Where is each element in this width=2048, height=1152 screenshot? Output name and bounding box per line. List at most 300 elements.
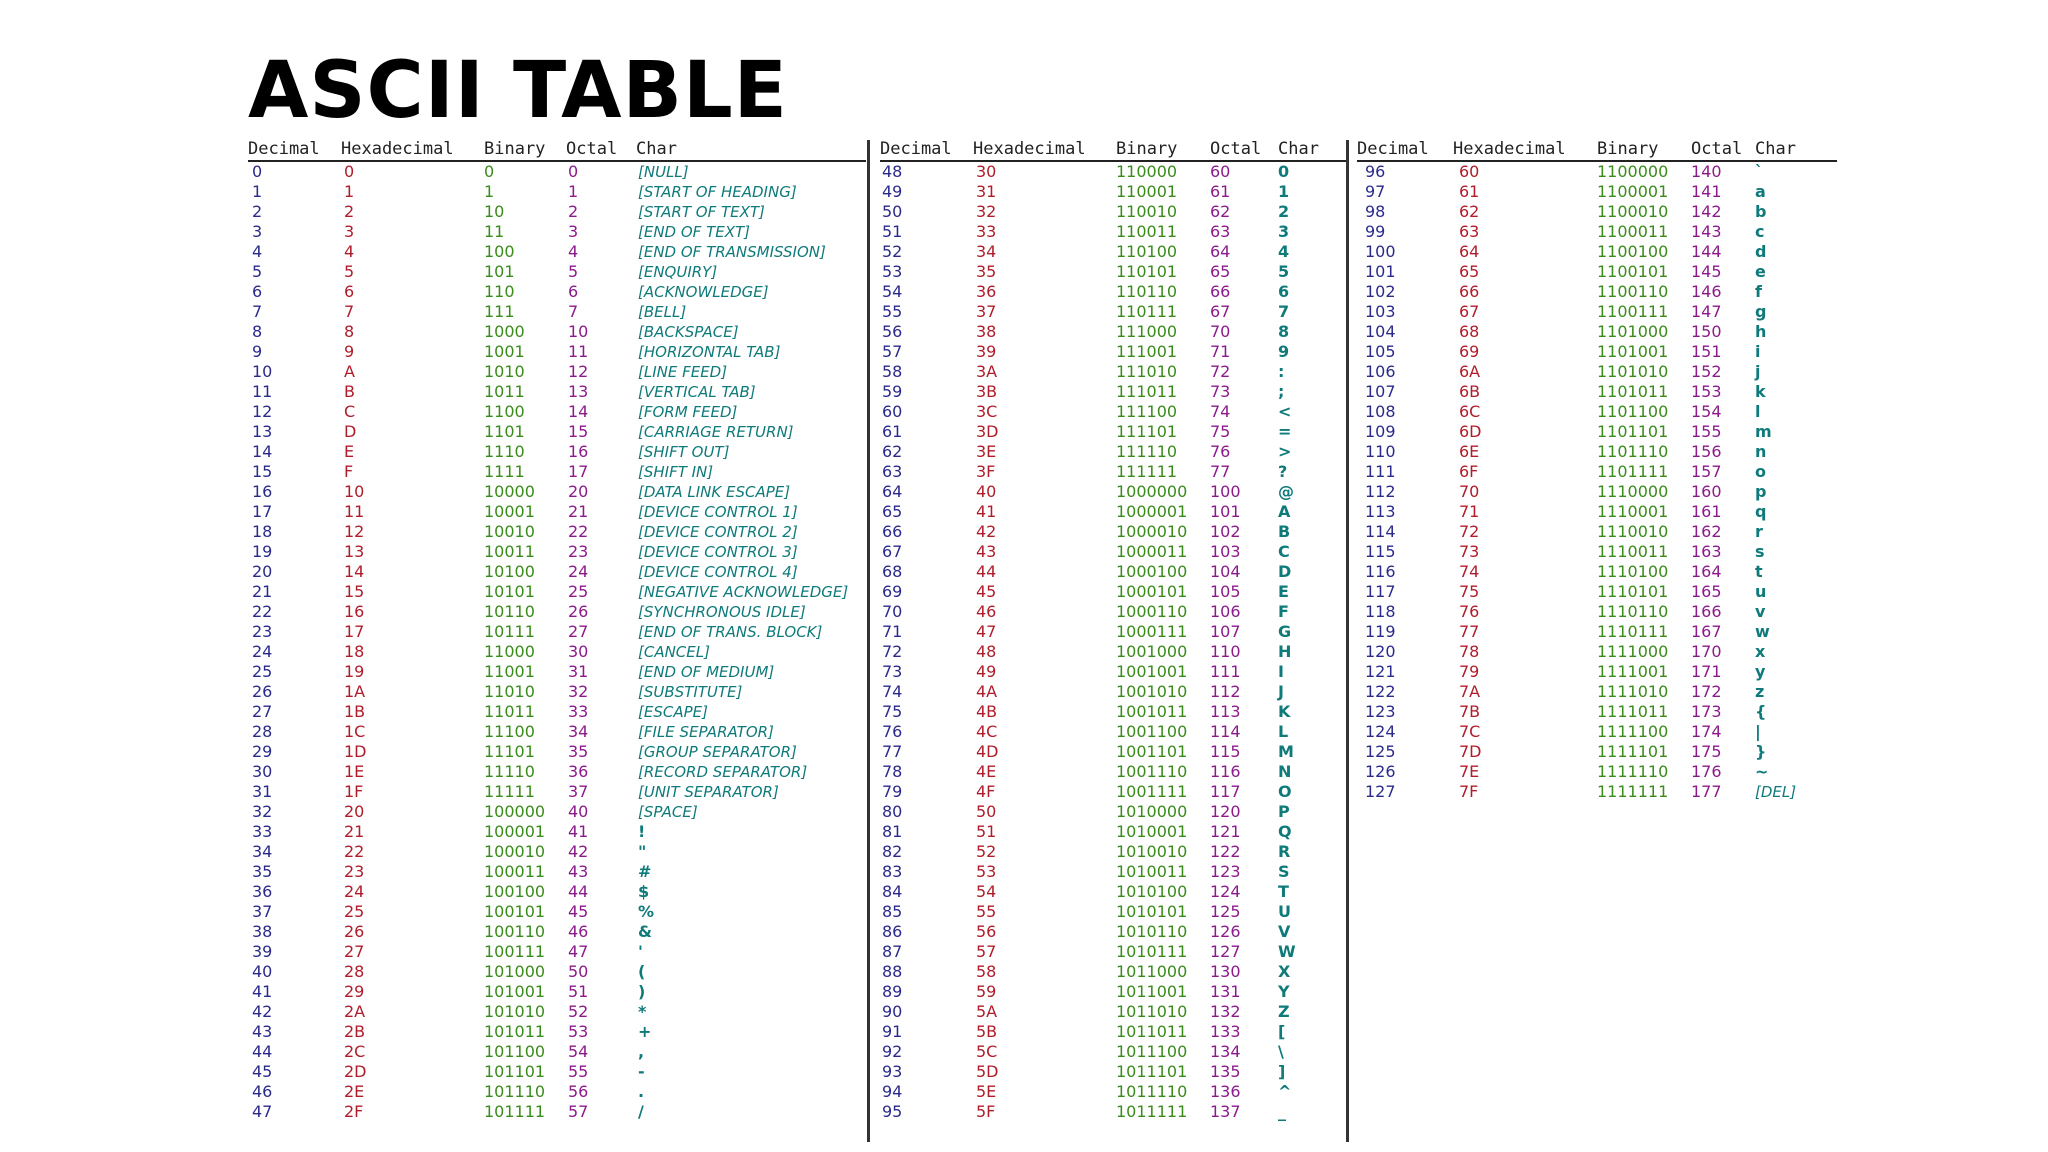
hexadecimal-cell: 65: [1459, 262, 1480, 281]
hexadecimal-cell: 22: [344, 842, 365, 861]
octal-cell: 177: [1691, 782, 1722, 801]
octal-cell: 57: [568, 1102, 589, 1121]
table-row: [248, 402, 866, 422]
table-row: [1357, 742, 1837, 762]
binary-cell: 1101: [484, 422, 525, 441]
header-decimal: Decimal: [880, 139, 952, 159]
decimal-cell: 70: [882, 602, 903, 621]
char-cell: 0: [1278, 162, 1290, 181]
octal-cell: 61: [1210, 182, 1231, 201]
char-cell: [SYNCHRONOUS IDLE]: [638, 603, 806, 621]
decimal-cell: 43: [252, 1022, 273, 1041]
decimal-cell: 114: [1365, 522, 1396, 541]
decimal-cell: 5: [252, 262, 263, 281]
table-row: [1357, 602, 1837, 622]
decimal-cell: 123: [1365, 702, 1396, 721]
decimal-cell: 117: [1365, 582, 1396, 601]
hexadecimal-cell: 6B: [1459, 382, 1481, 401]
hexadecimal-cell: 7A: [1459, 682, 1481, 701]
char-cell: $: [638, 882, 650, 901]
table-row: [248, 682, 866, 702]
octal-cell: 75: [1210, 422, 1231, 441]
binary-cell: 1101000: [1597, 322, 1669, 341]
char-cell: >: [1278, 442, 1292, 461]
decimal-cell: 25: [252, 662, 273, 681]
binary-cell: 100100: [484, 882, 546, 901]
table-row: [880, 1002, 1348, 1022]
char-cell: A: [1278, 502, 1291, 521]
table-rows: [1357, 162, 1837, 802]
hexadecimal-cell: 41: [976, 502, 997, 521]
decimal-cell: 87: [882, 942, 903, 961]
octal-cell: 53: [568, 1022, 589, 1041]
char-cell: E: [1278, 582, 1289, 601]
table-row: [1357, 702, 1837, 722]
hexadecimal-cell: 3E: [976, 442, 997, 461]
octal-cell: 21: [568, 502, 589, 521]
octal-cell: 54: [568, 1042, 589, 1061]
binary-cell: 1010010: [1116, 842, 1188, 861]
hexadecimal-cell: 19: [344, 662, 365, 681]
char-cell: R: [1278, 842, 1291, 861]
hexadecimal-cell: 4A: [976, 682, 998, 701]
char-cell: [DEL]: [1755, 783, 1797, 801]
binary-cell: 1010100: [1116, 882, 1188, 901]
decimal-cell: 119: [1365, 622, 1396, 641]
hexadecimal-cell: 70: [1459, 482, 1480, 501]
binary-cell: 100101: [484, 902, 546, 921]
hexadecimal-cell: 1A: [344, 682, 366, 701]
char-cell: [FILE SEPARATOR]: [638, 723, 774, 741]
hexadecimal-cell: 59: [976, 982, 997, 1001]
table-row: [248, 462, 866, 482]
hexadecimal-cell: 6F: [1459, 462, 1479, 481]
decimal-cell: 52: [882, 242, 903, 261]
binary-cell: 1110110: [1597, 602, 1669, 621]
char-cell: `: [1755, 162, 1763, 181]
header-char: Char: [1755, 139, 1796, 159]
binary-cell: 111110: [1116, 442, 1178, 461]
table-row: [880, 882, 1348, 902]
decimal-cell: 30: [252, 762, 273, 781]
table-row: [880, 162, 1348, 182]
binary-cell: 11011: [484, 702, 535, 721]
binary-cell: 1010000: [1116, 802, 1188, 821]
hexadecimal-cell: 75: [1459, 582, 1480, 601]
octal-cell: 122: [1210, 842, 1241, 861]
binary-cell: 101000: [484, 962, 546, 981]
octal-cell: 123: [1210, 862, 1241, 881]
char-cell: Y: [1278, 982, 1290, 1001]
binary-cell: 1100100: [1597, 242, 1669, 261]
binary-cell: 1111010: [1597, 682, 1669, 701]
hexadecimal-cell: 68: [1459, 322, 1480, 341]
char-cell: ~: [1755, 762, 1769, 781]
decimal-cell: 40: [252, 962, 273, 981]
char-cell: 8: [1278, 322, 1290, 341]
char-cell: 9: [1278, 342, 1290, 361]
octal-cell: 77: [1210, 462, 1231, 481]
table-row: [880, 282, 1348, 302]
char-cell: C: [1278, 542, 1290, 561]
binary-cell: 100111: [484, 942, 546, 961]
hexadecimal-cell: 1F: [344, 782, 364, 801]
octal-cell: 114: [1210, 722, 1241, 741]
char-cell: I: [1278, 662, 1284, 681]
table-row: [248, 222, 866, 242]
octal-cell: 50: [568, 962, 589, 981]
table-row: [1357, 182, 1837, 202]
table-row: [248, 542, 866, 562]
octal-cell: 104: [1210, 562, 1241, 581]
octal-cell: 101: [1210, 502, 1241, 521]
octal-cell: 44: [568, 882, 589, 901]
table-row: [248, 202, 866, 222]
table-row: [880, 662, 1348, 682]
table-row: [880, 562, 1348, 582]
ascii-table-column-3: [1357, 138, 1837, 802]
hexadecimal-cell: 1D: [344, 742, 367, 761]
hexadecimal-cell: 43: [976, 542, 997, 561]
octal-cell: 115: [1210, 742, 1241, 761]
hexadecimal-cell: 2C: [344, 1042, 366, 1061]
hexadecimal-cell: 15: [344, 582, 365, 601]
table-row: [248, 302, 866, 322]
decimal-cell: 101: [1365, 262, 1396, 281]
decimal-cell: 13: [252, 422, 273, 441]
binary-cell: 1011101: [1116, 1062, 1188, 1081]
binary-cell: 1001111: [1116, 782, 1188, 801]
octal-cell: 157: [1691, 462, 1722, 481]
decimal-cell: 16: [252, 482, 273, 501]
decimal-cell: 63: [882, 462, 903, 481]
char-cell: <: [1278, 402, 1292, 421]
decimal-cell: 18: [252, 522, 273, 541]
decimal-cell: 113: [1365, 502, 1396, 521]
hexadecimal-cell: 0: [344, 162, 355, 181]
table-row: [880, 782, 1348, 802]
decimal-cell: 12: [252, 402, 273, 421]
hexadecimal-cell: 55: [976, 902, 997, 921]
char-cell: r: [1755, 522, 1763, 541]
table-row: [248, 362, 866, 382]
char-cell: [: [1278, 1022, 1286, 1041]
decimal-cell: 20: [252, 562, 273, 581]
hexadecimal-cell: 7: [344, 302, 355, 321]
hexadecimal-cell: 51: [976, 822, 997, 841]
binary-cell: 10101: [484, 582, 535, 601]
octal-cell: 121: [1210, 822, 1241, 841]
octal-cell: 56: [568, 1082, 589, 1101]
char-cell: \: [1278, 1042, 1284, 1061]
hexadecimal-cell: 31: [976, 182, 997, 201]
octal-cell: 1: [568, 182, 579, 201]
octal-cell: 60: [1210, 162, 1231, 181]
char-cell: o: [1755, 462, 1766, 481]
char-cell: [END OF TEXT]: [638, 223, 751, 241]
binary-cell: 10111: [484, 622, 535, 641]
decimal-cell: 21: [252, 582, 273, 601]
binary-cell: 1100101: [1597, 262, 1669, 281]
octal-cell: 175: [1691, 742, 1722, 761]
octal-cell: 100: [1210, 482, 1241, 501]
char-cell: ^: [1278, 1082, 1292, 1101]
hexadecimal-cell: 7B: [1459, 702, 1481, 721]
octal-cell: 12: [568, 362, 589, 381]
hexadecimal-cell: 63: [1459, 222, 1480, 241]
hexadecimal-cell: 71: [1459, 502, 1480, 521]
octal-cell: 102: [1210, 522, 1241, 541]
char-cell: %: [638, 902, 655, 921]
table-row: [248, 1102, 866, 1122]
decimal-cell: 0: [252, 162, 263, 181]
hexadecimal-cell: 3C: [976, 402, 998, 421]
char-cell: ;: [1278, 382, 1285, 401]
binary-cell: 110101: [1116, 262, 1178, 281]
table-row: [248, 882, 866, 902]
decimal-cell: 72: [882, 642, 903, 661]
binary-cell: 1100111: [1597, 302, 1669, 321]
table-row: [880, 1022, 1348, 1042]
octal-cell: 51: [568, 982, 589, 1001]
decimal-cell: 61: [882, 422, 903, 441]
char-cell: U: [1278, 902, 1291, 921]
octal-cell: 2: [568, 202, 579, 221]
char-cell: [VERTICAL TAB]: [638, 383, 756, 401]
char-cell: [ACKNOWLEDGE]: [638, 283, 769, 301]
decimal-cell: 92: [882, 1042, 903, 1061]
hexadecimal-cell: 6A: [1459, 362, 1481, 381]
octal-cell: 110: [1210, 642, 1241, 661]
table-row: [880, 462, 1348, 482]
table-row: [248, 1062, 866, 1082]
table-row: [248, 1002, 866, 1022]
decimal-cell: 109: [1365, 422, 1396, 441]
decimal-cell: 41: [252, 982, 273, 1001]
hexadecimal-cell: 20: [344, 802, 365, 821]
decimal-cell: 50: [882, 202, 903, 221]
table-row: [248, 802, 866, 822]
decimal-cell: 90: [882, 1002, 903, 1021]
char-cell: f: [1755, 282, 1762, 301]
hexadecimal-cell: 54: [976, 882, 997, 901]
binary-cell: 101100: [484, 1042, 546, 1061]
binary-cell: 110011: [1116, 222, 1178, 241]
char-cell: s: [1755, 542, 1765, 561]
decimal-cell: 99: [1365, 222, 1386, 241]
octal-cell: 140: [1691, 162, 1722, 181]
octal-cell: 133: [1210, 1022, 1241, 1041]
hexadecimal-cell: 39: [976, 342, 997, 361]
octal-cell: 136: [1210, 1082, 1241, 1101]
octal-cell: 17: [568, 462, 589, 481]
octal-cell: 27: [568, 622, 589, 641]
char-cell: u: [1755, 582, 1767, 601]
octal-cell: 46: [568, 922, 589, 941]
binary-cell: 1111110: [1597, 762, 1669, 781]
hexadecimal-cell: 3F: [976, 462, 996, 481]
char-cell: g: [1755, 302, 1767, 321]
binary-cell: 1101101: [1597, 422, 1669, 441]
hexadecimal-cell: 4D: [976, 742, 999, 761]
binary-cell: 101010: [484, 1002, 546, 1021]
octal-cell: 176: [1691, 762, 1722, 781]
binary-cell: 1101100: [1597, 402, 1669, 421]
binary-cell: 1000011: [1116, 542, 1188, 561]
table-row: [1357, 582, 1837, 602]
decimal-cell: 78: [882, 762, 903, 781]
binary-cell: 1000000: [1116, 482, 1188, 501]
char-cell: [DATA LINK ESCAPE]: [638, 483, 791, 501]
hexadecimal-cell: 2B: [344, 1022, 366, 1041]
decimal-cell: 24: [252, 642, 273, 661]
octal-cell: 117: [1210, 782, 1241, 801]
table-row: [248, 962, 866, 982]
binary-cell: 1101001: [1597, 342, 1669, 361]
char-cell: &: [638, 922, 652, 941]
octal-cell: 35: [568, 742, 589, 761]
octal-cell: 36: [568, 762, 589, 781]
char-cell: .: [638, 1082, 645, 1101]
hexadecimal-cell: 6: [344, 282, 355, 301]
ascii-table-column-2: [880, 138, 1348, 1122]
table-row: [248, 842, 866, 862]
binary-cell: 1011010: [1116, 1002, 1188, 1021]
table-row: [1357, 522, 1837, 542]
binary-cell: 1001100: [1116, 722, 1188, 741]
decimal-cell: 94: [882, 1082, 903, 1101]
char-cell: a: [1755, 182, 1766, 201]
char-cell: b: [1755, 202, 1767, 221]
decimal-cell: 108: [1365, 402, 1396, 421]
decimal-cell: 126: [1365, 762, 1396, 781]
binary-cell: 1111000: [1597, 642, 1669, 661]
octal-cell: 5: [568, 262, 579, 281]
hexadecimal-cell: 1E: [344, 762, 365, 781]
hexadecimal-cell: 24: [344, 882, 365, 901]
binary-cell: 1011100: [1116, 1042, 1188, 1061]
decimal-cell: 55: [882, 302, 903, 321]
char-cell: m: [1755, 422, 1772, 441]
binary-cell: 1111111: [1597, 782, 1669, 801]
hexadecimal-cell: D: [344, 422, 357, 441]
decimal-cell: 42: [252, 1002, 273, 1021]
decimal-cell: 58: [882, 362, 903, 381]
char-cell: T: [1278, 882, 1289, 901]
octal-cell: 154: [1691, 402, 1722, 421]
hexadecimal-cell: 50: [976, 802, 997, 821]
octal-cell: 174: [1691, 722, 1722, 741]
decimal-cell: 75: [882, 702, 903, 721]
decimal-cell: 102: [1365, 282, 1396, 301]
binary-cell: 10100: [484, 562, 535, 581]
octal-cell: 72: [1210, 362, 1231, 381]
binary-cell: 11001: [484, 662, 535, 681]
hexadecimal-cell: 32: [976, 202, 997, 221]
table-row: [1357, 422, 1837, 442]
table-row: [880, 302, 1348, 322]
octal-cell: 141: [1691, 182, 1722, 201]
char-cell: =: [1278, 422, 1292, 441]
binary-cell: 1011000: [1116, 962, 1188, 981]
binary-cell: 11100: [484, 722, 535, 741]
octal-cell: 37: [568, 782, 589, 801]
hexadecimal-cell: 38: [976, 322, 997, 341]
binary-cell: 1111100: [1597, 722, 1669, 741]
hexadecimal-cell: 45: [976, 582, 997, 601]
octal-cell: 155: [1691, 422, 1722, 441]
hexadecimal-cell: 58: [976, 962, 997, 981]
decimal-cell: 122: [1365, 682, 1396, 701]
char-cell: [SHIFT IN]: [638, 463, 714, 481]
decimal-cell: 96: [1365, 162, 1386, 181]
binary-cell: 1000001: [1116, 502, 1188, 521]
decimal-cell: 66: [882, 522, 903, 541]
table-row: [248, 1022, 866, 1042]
header-hexadecimal: Hexadecimal: [973, 139, 1086, 159]
hexadecimal-cell: 6E: [1459, 442, 1480, 461]
table-row: [248, 482, 866, 502]
octal-cell: 74: [1210, 402, 1231, 421]
decimal-cell: 97: [1365, 182, 1386, 201]
decimal-cell: 27: [252, 702, 273, 721]
binary-cell: 10001: [484, 502, 535, 521]
decimal-cell: 4: [252, 242, 263, 261]
table-row: [880, 362, 1348, 382]
char-cell: [DEVICE CONTROL 3]: [638, 543, 798, 561]
decimal-cell: 10: [252, 362, 273, 381]
decimal-cell: 81: [882, 822, 903, 841]
table-row: [1357, 282, 1837, 302]
table-row: [880, 322, 1348, 342]
hexadecimal-cell: 64: [1459, 242, 1480, 261]
hexadecimal-cell: 62: [1459, 202, 1480, 221]
table-row: [880, 982, 1348, 1002]
decimal-cell: 95: [882, 1102, 903, 1121]
binary-cell: 10011: [484, 542, 535, 561]
octal-cell: 0: [568, 162, 579, 181]
table-row: [1357, 262, 1837, 282]
octal-cell: 41: [568, 822, 589, 841]
table-row: [1357, 462, 1837, 482]
binary-cell: 111100: [1116, 402, 1178, 421]
char-cell: 5: [1278, 262, 1290, 281]
binary-cell: 101110: [484, 1082, 546, 1101]
char-cell: M: [1278, 742, 1294, 761]
table-row: [880, 682, 1348, 702]
table-row: [880, 922, 1348, 942]
table-row: [1357, 402, 1837, 422]
table-row: [880, 342, 1348, 362]
decimal-cell: 106: [1365, 362, 1396, 381]
decimal-cell: 127: [1365, 782, 1396, 801]
decimal-cell: 74: [882, 682, 903, 701]
octal-cell: 103: [1210, 542, 1241, 561]
hexadecimal-cell: 7F: [1459, 782, 1479, 801]
decimal-cell: 33: [252, 822, 273, 841]
table-row: [1357, 642, 1837, 662]
column-header-row: [880, 138, 1348, 162]
octal-cell: 25: [568, 582, 589, 601]
binary-cell: 1110000: [1597, 482, 1669, 501]
binary-cell: 110110: [1116, 282, 1178, 301]
binary-cell: 110001: [1116, 182, 1178, 201]
octal-cell: 47: [568, 942, 589, 961]
octal-cell: 64: [1210, 242, 1231, 261]
octal-cell: 111: [1210, 662, 1241, 681]
decimal-cell: 93: [882, 1062, 903, 1081]
decimal-cell: 89: [882, 982, 903, 1001]
